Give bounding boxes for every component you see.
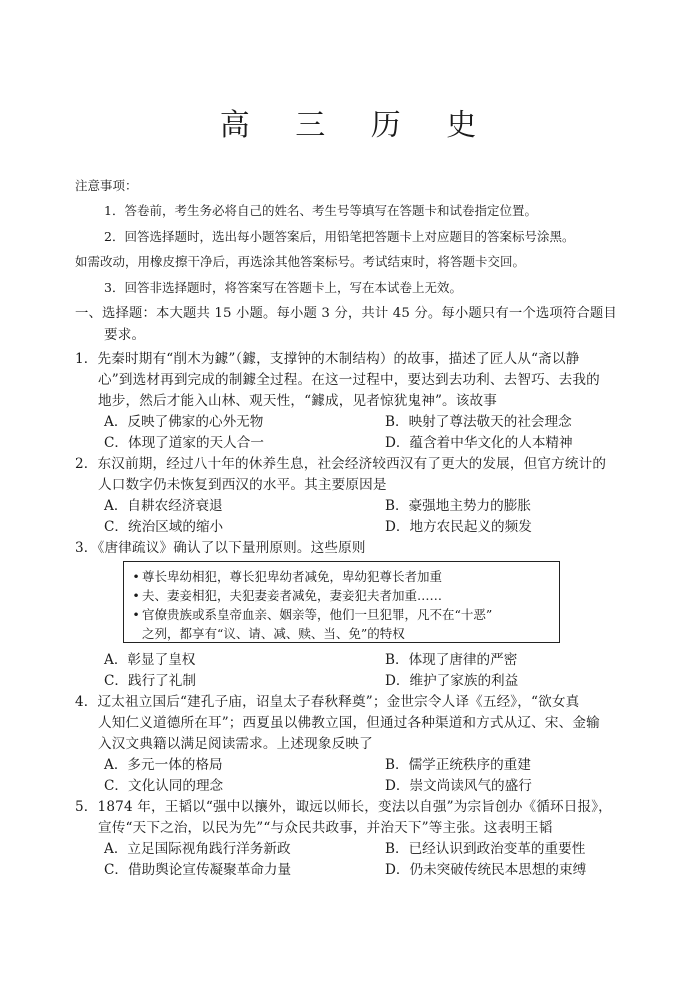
question-2-option-b[interactable]: B．豪强地主势力的膨胀 <box>385 498 531 514</box>
bullet-icon: • <box>132 607 140 622</box>
question-2-line-2: 人口数字仍未恢复到西汉的水平。其主要原因是 <box>98 477 387 493</box>
question-5-option-d[interactable]: D．仍未突破传统民本思想的束缚 <box>385 862 587 878</box>
section-heading-cont: 要求。 <box>104 327 146 343</box>
page-title: 高 三 历 史 <box>219 108 495 143</box>
question-3-option-b[interactable]: B．体现了唐律的严密 <box>385 652 518 668</box>
question-4-option-a[interactable]: A．多元一体的格局 <box>104 757 223 773</box>
question-2-line-1: 2．东汉前期，经过八十年的休养生息，社会经济较西汉有了更大的发展，但官方统计的 <box>75 456 607 472</box>
question-4-line-3: 入汉文典籍以满足阅读需求。上述现象反映了 <box>98 736 373 752</box>
notice-item-1: 1．答卷前，考生务必将自己的姓名、考生号等填写在答题卡和试卷指定位置。 <box>104 203 537 218</box>
question-1-option-d[interactable]: D．蕴含着中华文化的人本精神 <box>385 435 573 451</box>
quote-item: • 夫、妻妾相犯，夫犯妻妾者减免，妻妾犯夫者加重…… <box>130 586 442 604</box>
question-4-option-b[interactable]: B．儒学正统秩序的重建 <box>385 757 531 773</box>
question-2-option-a[interactable]: A．自耕农经济衰退 <box>104 498 223 514</box>
question-2-option-c[interactable]: C．统治区域的缩小 <box>104 519 224 535</box>
question-5-option-b[interactable]: B．已经认识到政治变革的重要性 <box>385 841 586 857</box>
quote-item: • 官僚贵族或系皇帝血亲、姻亲等，他们一旦犯罪，凡不在“十恶” <box>130 605 492 623</box>
question-1-option-a[interactable]: A．反映了佛家的心外无物 <box>104 414 264 430</box>
question-5-option-a[interactable]: A．立足国际视角践行洋务新政 <box>104 841 291 857</box>
question-3-option-a[interactable]: A．彰显了皇权 <box>104 652 196 668</box>
bullet-icon: • <box>132 588 140 603</box>
bullet-icon: • <box>132 569 140 584</box>
question-1-option-b[interactable]: B．映射了尊法敬天的社会理念 <box>385 414 572 430</box>
notice-item-2: 2．回答选择题时，选出每小题答案后，用铅笔把答题卡上对应题目的答案标号涂黑。 <box>104 229 575 244</box>
quote-item-cont: 之列，都享有“议、请、减、赎、当、免”的特权 <box>142 626 405 641</box>
question-3-line-1: 3．《唐律疏议》确认了以下量刑原则。这些原则 <box>75 540 366 556</box>
question-2-option-d[interactable]: D．地方农民起义的频发 <box>385 519 532 535</box>
notice-item-2-cont: 如需改动，用橡皮擦干净后，再选涂其他答案标号。考试结束时，将答题卡交回。 <box>75 254 526 269</box>
notice-item-3: 3．回答非选择题时，将答案写在答题卡上，写在本试卷上无效。 <box>104 280 462 295</box>
quote-item: • 尊长卑幼相犯，尊长犯卑幼者减免，卑幼犯尊长者加重 <box>130 567 442 585</box>
question-1-option-c[interactable]: C．体现了道家的天人合一 <box>104 435 264 451</box>
question-5-line-1: 5．1874 年，王韬以“强中以攘外，诹远以师长，变法以自强”为宗旨创办《循环日报》， <box>75 799 612 815</box>
question-4-line-2: 人知仁义道德所在耳”；西夏虽以佛教立国，但通过各种渠道和方式从辽、宋、金输 <box>98 715 600 731</box>
notice-heading: 注意事项： <box>75 178 138 193</box>
quote-box <box>123 561 560 643</box>
question-4-line-1: 4．辽太祖立国后“建孔子庙，诏皇太子春秋释奠”；金世宗令人译《五经》，“欲女真 <box>75 694 580 710</box>
question-3-option-c[interactable]: C．践行了礼制 <box>104 673 196 689</box>
question-5-line-2: 宣传“天下之治，以民为先”“与众民共政事，并治天下”等主张。这表明王韬 <box>98 820 553 836</box>
question-4-option-c[interactable]: C．文化认同的理念 <box>104 778 224 794</box>
question-1-line-3: 地步，然后才能入山林、观天性，“鐻成，见者惊犹鬼神”。该故事 <box>98 393 498 409</box>
question-5-option-c[interactable]: C．借助舆论宣传凝聚革命力量 <box>104 862 292 878</box>
question-3-option-d[interactable]: D．维护了家族的利益 <box>385 673 519 689</box>
question-1-line-1: 1．先秦时期有“削木为鐻”（鐻，支撑钟的木制结构）的故事，描述了匠人从“斋以静 <box>75 351 580 367</box>
section-heading: 一、选择题：本大题共 15 小题。每小题 3 分，共计 45 分。每小题只有一个选项符合题目 <box>75 306 617 321</box>
question-4-option-d[interactable]: D．崇文尚读风气的盛行 <box>385 778 532 794</box>
question-1-line-2: 心”到选材再到完成的制鐻全过程。在这一过程中，要达到去功利、去智巧、去我的 <box>98 372 600 388</box>
